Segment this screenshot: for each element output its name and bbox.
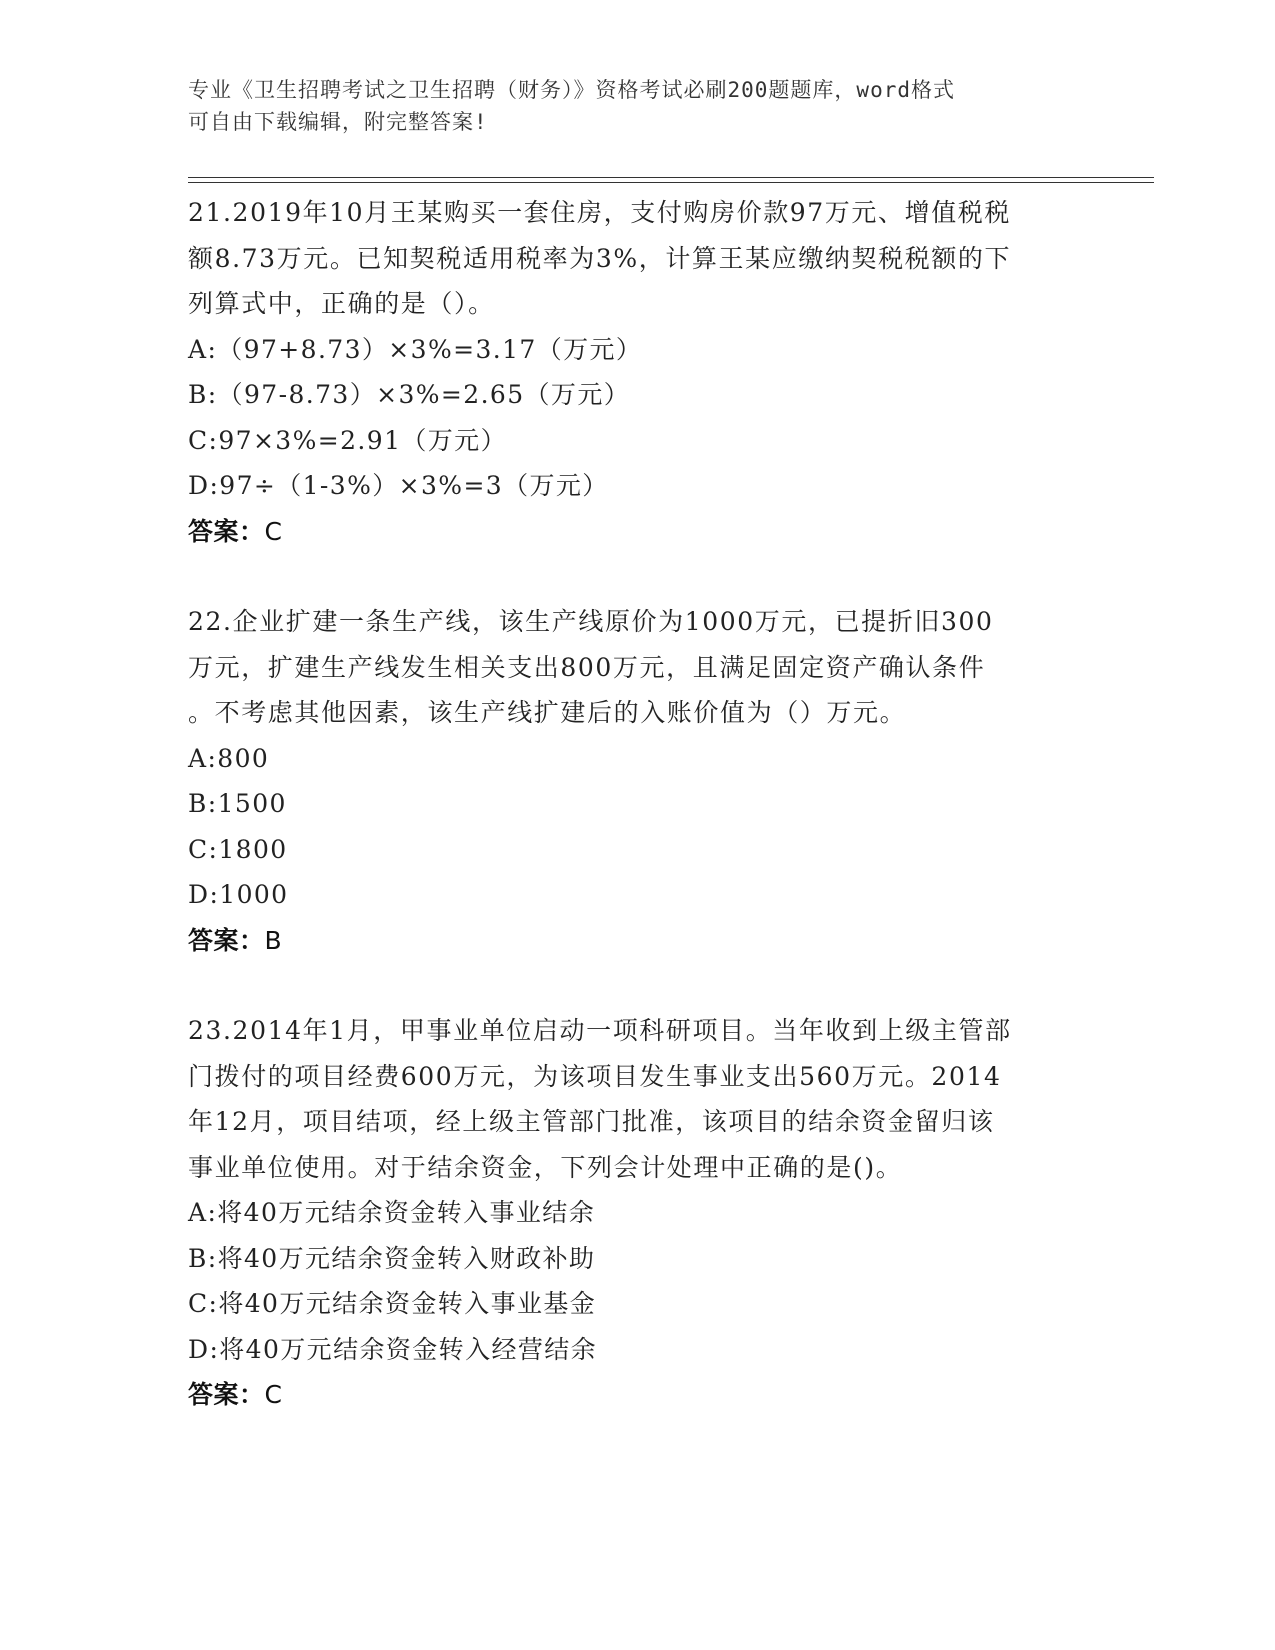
question-21 — [188, 190, 1088, 554]
option-c: C:1800 — [188, 834, 288, 864]
option-b: B:将40万元结余资金转入财政补助 — [188, 1243, 596, 1273]
question-stem-line: 22.企业扩建一条生产线，该生产线原价为1000万元，已提折旧300 — [188, 607, 994, 636]
option-d: D:将40万元结余资金转入经营结余 — [188, 1334, 598, 1364]
question-stem-line: 事业单位使用。对于结余资金，下列会计处理中正确的是()。 — [188, 1152, 903, 1182]
question-stem-line: 万元，扩建生产线发生相关支出800万元，且满足固定资产确认条件 — [188, 652, 986, 682]
question-stem-line: 年12月，项目结项，经上级主管部门批准，该项目的结余资金留归该 — [188, 1107, 995, 1136]
document-header — [188, 74, 1108, 138]
question-stem-line: 23.2014年1月，甲事业单位启动一项科研项目。当年收到上级主管部 — [188, 1016, 1012, 1045]
option-d: D:1000 — [188, 880, 289, 909]
question-stem-line: 额8.73万元。已知契税适用税率为3%，计算王某应缴纳契税税额的下 — [188, 243, 1012, 273]
question-stem-line: 21.2019年10月王某购买一套住房，支付购房价款97万元、增值税税 — [188, 198, 1012, 227]
answer — [188, 509, 1088, 555]
header-line-2: 可自由下载编辑，附完整答案! — [188, 110, 488, 134]
answer-value: C — [264, 1380, 283, 1409]
answer-label: 答案： — [188, 925, 265, 955]
option-a: A:将40万元结余资金转入事业结余 — [188, 1198, 596, 1227]
answer — [188, 918, 1088, 964]
question-23 — [188, 1008, 1088, 1418]
option-a: A:（97+8.73）×3%=3.17（万元） — [188, 334, 643, 364]
question-stem-line: 列算式中，正确的是（）。 — [188, 289, 495, 318]
option-c: C:97×3%=2.91（万元） — [188, 425, 507, 455]
question-22 — [188, 599, 1088, 963]
option-b: B:1500 — [188, 789, 287, 818]
answer-value: B — [264, 925, 283, 955]
question-stem-line: 门拨付的项目经费600万元，为该项目发生事业支出560万元。2014 — [188, 1061, 1002, 1091]
question-stem-line: 。不考虑其他因素，该生产线扩建后的入账价值为（）万元。 — [188, 698, 907, 727]
option-a: A:800 — [188, 743, 270, 773]
answer-label: 答案： — [188, 516, 265, 546]
header-divider-top — [188, 177, 1154, 178]
option-b: B:（97-8.73）×3%=2.65（万元） — [188, 380, 631, 409]
answer-label: 答案： — [188, 1380, 265, 1409]
header-line-1: 专业《卫生招聘考试之卫生招聘（财务）》资格考试必刷200题题库，word格式 — [188, 78, 955, 102]
answer — [188, 1372, 1088, 1418]
option-c: C:将40万元结余资金转入事业基金 — [188, 1289, 597, 1318]
answer-value: C — [264, 516, 283, 546]
header-divider-bottom — [188, 182, 1154, 183]
option-d: D:97÷（1-3%）×3%=3（万元） — [188, 471, 609, 500]
